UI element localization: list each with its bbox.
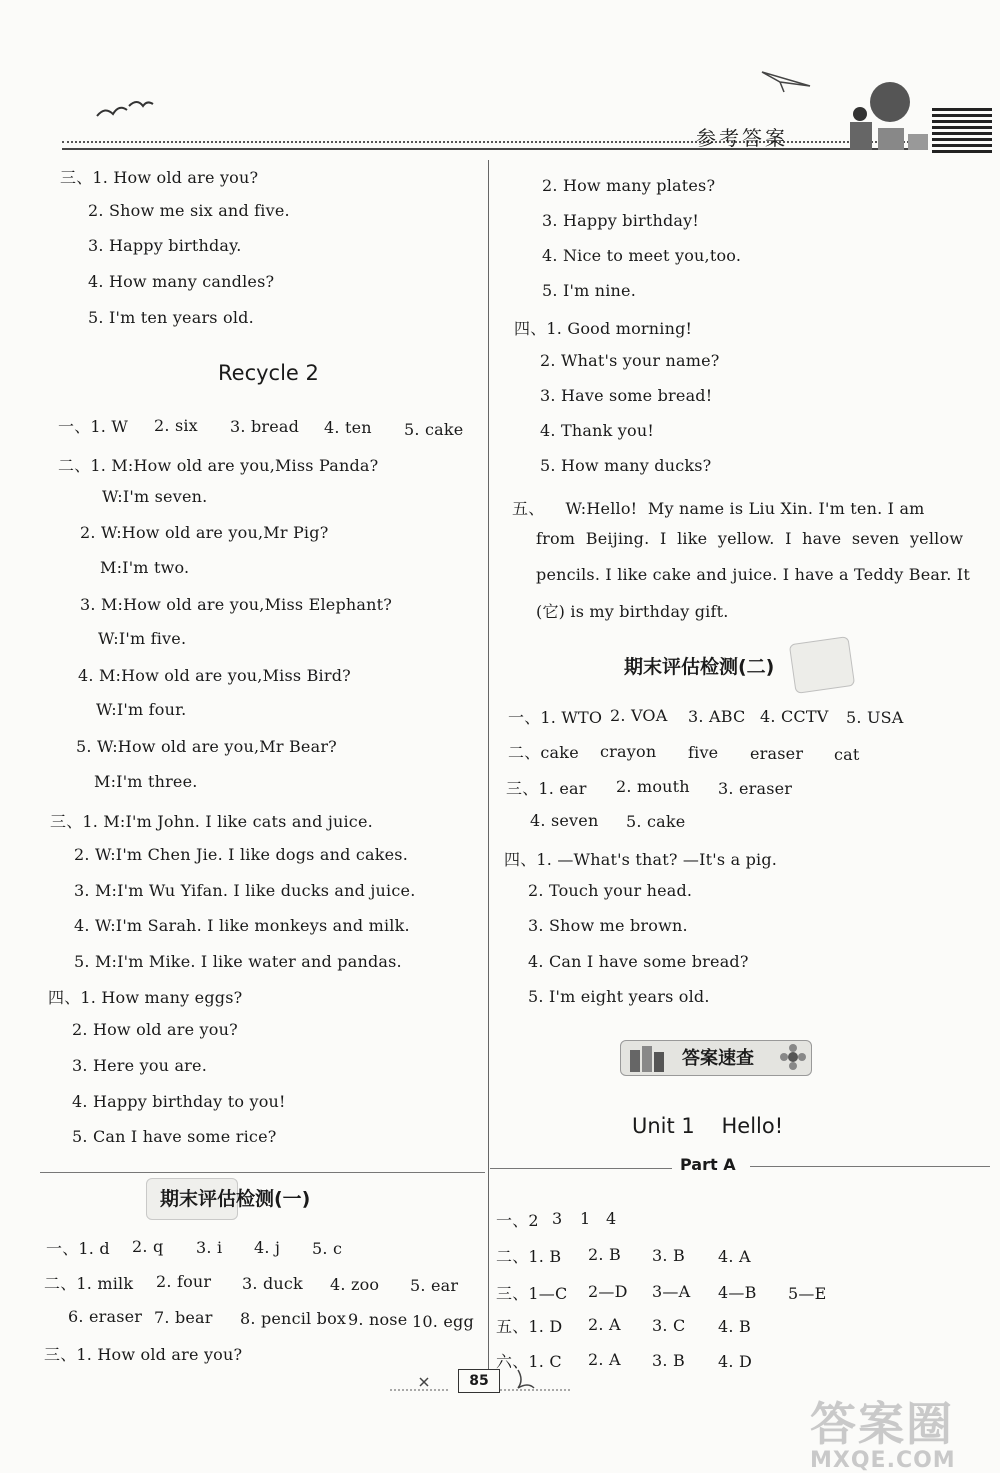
section-divider: [40, 1172, 485, 1173]
answer-item: 二、1. milk: [44, 1274, 134, 1293]
answer-item: eraser: [750, 744, 804, 763]
answer-line: 三、1. M:I'm John. I like cats and juice.: [50, 812, 373, 831]
answer-item: 三、1. ear: [506, 779, 587, 798]
answer-item: cat: [834, 745, 860, 764]
answer-item: 4. seven: [530, 811, 599, 830]
answer-item: crayon: [600, 742, 657, 761]
answer-line: 2. W:I'm Chen Jie. I like dogs and cakes.: [74, 845, 408, 864]
column-divider: [488, 160, 489, 1370]
part-rule-right: [750, 1166, 990, 1167]
answer-item: 一、1. d: [46, 1239, 110, 1258]
answer-item: 3. B: [652, 1246, 685, 1265]
answer-line: 2. How many plates?: [542, 176, 716, 195]
answer-item: 3—A: [652, 1282, 691, 1301]
answer-line: 5. I'm eight years old.: [528, 987, 710, 1006]
part-title: Part A: [680, 1155, 736, 1174]
answer-item: 4. A: [718, 1247, 751, 1266]
watermark-logo: 答案圈: [810, 1397, 954, 1451]
answer-item: 9. nose: [348, 1310, 408, 1329]
page-number: 85: [458, 1369, 500, 1393]
answer-line: 2. Touch your head.: [528, 881, 693, 900]
quick-answer-title: 答案速查: [682, 1048, 754, 1069]
answer-item: 一、2: [496, 1211, 539, 1230]
answer-line: 4. Thank you!: [540, 421, 654, 440]
answer-item: 3. ABC: [688, 707, 746, 726]
answer-item: 4. zoo: [330, 1275, 380, 1294]
answer-line: 3. Show me brown.: [528, 916, 688, 935]
answer-line: 5. M:I'm Mike. I like water and pandas.: [74, 952, 402, 971]
answer-item: 一、1. W: [58, 417, 128, 436]
recycle-title: Recycle 2: [218, 361, 319, 385]
watermark-url: MXQE.COM: [810, 1448, 956, 1473]
answer-item: 10. egg: [412, 1312, 474, 1331]
answer-item: 4: [606, 1209, 617, 1228]
exam1-title: 期末评估检测(一): [160, 1188, 311, 1210]
answer-item: 1: [580, 1209, 591, 1228]
answer-item: 4. B: [718, 1317, 751, 1336]
answer-line: 3. M:How old are you,Miss Elephant?: [80, 595, 393, 614]
answer-line: 4. Nice to meet you,too.: [542, 246, 742, 265]
answer-item: five: [688, 743, 719, 762]
answer-line: 四、1. Good morning!: [514, 319, 693, 338]
answer-line: W:I'm five.: [98, 629, 187, 648]
answer-line: 3. Happy birthday.: [88, 236, 242, 255]
answer-line: 三、1. How old are you?: [60, 168, 259, 187]
passage-line: 五、 W:Hello! My name is Liu Xin. I'm ten. I am: [512, 499, 925, 518]
books-icon: [626, 1040, 676, 1074]
answer-item: 2. VOA: [610, 706, 668, 725]
answer-line: 3. Have some bread!: [540, 386, 713, 405]
answer-item: 2. A: [588, 1315, 621, 1334]
answer-item: 3: [552, 1209, 563, 1228]
answer-item: 5. USA: [846, 708, 904, 727]
flower-icon: [778, 1042, 808, 1072]
answer-item: 3. B: [652, 1351, 685, 1370]
answer-item: 3. bread: [230, 417, 300, 436]
paper-plane-icon: [760, 66, 820, 96]
exam2-badge: [789, 636, 855, 694]
header-title: 参考答案: [696, 126, 788, 150]
answer-item: 5. c: [312, 1239, 343, 1258]
answer-item: 3. eraser: [718, 779, 793, 798]
answer-item: 4. D: [718, 1352, 752, 1371]
answer-line: 4. Can I have some bread?: [528, 952, 749, 971]
answer-line: M:I'm three.: [94, 772, 198, 791]
answer-item: 二、1. B: [496, 1247, 562, 1266]
answer-item: 4. CCTV: [760, 707, 829, 726]
answer-line: 二、1. M:How old are you,Miss Panda?: [58, 456, 379, 475]
answer-line: 四、1. How many eggs?: [48, 988, 243, 1007]
watermark: [810, 1388, 956, 1473]
answer-item: 2. four: [156, 1272, 212, 1291]
answer-item: 5. cake: [626, 812, 686, 831]
answer-item: 六、1. C: [496, 1352, 562, 1371]
answer-line: 4. Happy birthday to you!: [72, 1092, 286, 1111]
exam2-title: 期末评估检测(二): [624, 656, 775, 678]
header-rule: [62, 148, 927, 150]
answer-line: 三、1. How old are you?: [44, 1345, 243, 1364]
answer-line: 3. Here you are.: [72, 1056, 207, 1075]
answer-line: W:I'm seven.: [102, 487, 208, 506]
header-dotted-line: [62, 141, 917, 143]
answer-item: 4. j: [254, 1238, 281, 1257]
answer-item: 五、1. D: [496, 1317, 563, 1336]
header-stripes: [932, 108, 992, 156]
answer-item: 3. C: [652, 1316, 686, 1335]
answer-item: 7. bear: [154, 1308, 213, 1327]
answer-item: 2. mouth: [616, 777, 690, 796]
part-rule-left: [490, 1168, 672, 1169]
answer-line: 2. Show me six and five.: [88, 201, 290, 220]
globe-kids-illustration: [830, 78, 930, 154]
answer-line: 3. M:I'm Wu Yifan. I like ducks and juice.: [74, 881, 416, 900]
passage-line: pencils. I like cake and juice. I have a Teddy Bear. It: [536, 565, 970, 584]
answer-line: 4. W:I'm Sarah. I like monkeys and milk.: [74, 916, 410, 935]
answer-line: 2. How old are you?: [72, 1020, 238, 1039]
answer-item: 2. six: [154, 416, 198, 435]
answer-item: 三、1—C: [496, 1284, 568, 1303]
answer-line: 5. How many ducks?: [540, 456, 712, 475]
answer-line: 5. W:How old are you,Mr Bear?: [76, 737, 337, 756]
passage-line: from Beijing. I like yellow. I have seven yellow: [536, 529, 964, 548]
answer-item: 2. A: [588, 1350, 621, 1369]
answer-item: 6. eraser: [68, 1307, 143, 1326]
unit-title: Unit 1 Hello!: [632, 1114, 784, 1138]
answer-item: 3. duck: [242, 1274, 303, 1293]
answer-line: 2. W:How old are you,Mr Pig?: [80, 523, 329, 542]
answer-line: 5. Can I have some rice?: [72, 1127, 277, 1146]
birds-icon: [95, 96, 155, 126]
answer-item: 2. q: [132, 1237, 164, 1256]
answer-item: 2—D: [588, 1282, 628, 1301]
answer-item: 4—B: [718, 1283, 757, 1302]
passage-line: (它) is my birthday gift.: [536, 602, 729, 621]
answer-item: 2. B: [588, 1245, 621, 1264]
answer-line: 4. How many candles?: [88, 272, 275, 291]
answer-line: 四、1. —What's that? —It's a pig.: [504, 850, 778, 869]
answer-line: 5. I'm nine.: [542, 281, 637, 300]
answer-line: 3. Happy birthday!: [542, 211, 700, 230]
answer-item: 5. ear: [410, 1276, 459, 1295]
answer-item: 5—E: [788, 1284, 827, 1303]
answer-item: 3. i: [196, 1238, 223, 1257]
answer-line: 5. I'm ten years old.: [88, 308, 254, 327]
answer-line: 4. M:How old are you,Miss Bird?: [78, 666, 351, 685]
answer-line: M:I'm two.: [100, 558, 190, 577]
answer-item: 8. pencil box: [240, 1309, 347, 1328]
answer-line: W:I'm four.: [96, 700, 187, 719]
answer-item: 一、1. WTO: [508, 708, 603, 727]
answer-line: 2. What's your name?: [540, 351, 720, 370]
answer-item: 5. cake: [404, 420, 464, 439]
answer-item: 二、cake: [508, 743, 579, 762]
answer-item: 4. ten: [324, 418, 372, 437]
